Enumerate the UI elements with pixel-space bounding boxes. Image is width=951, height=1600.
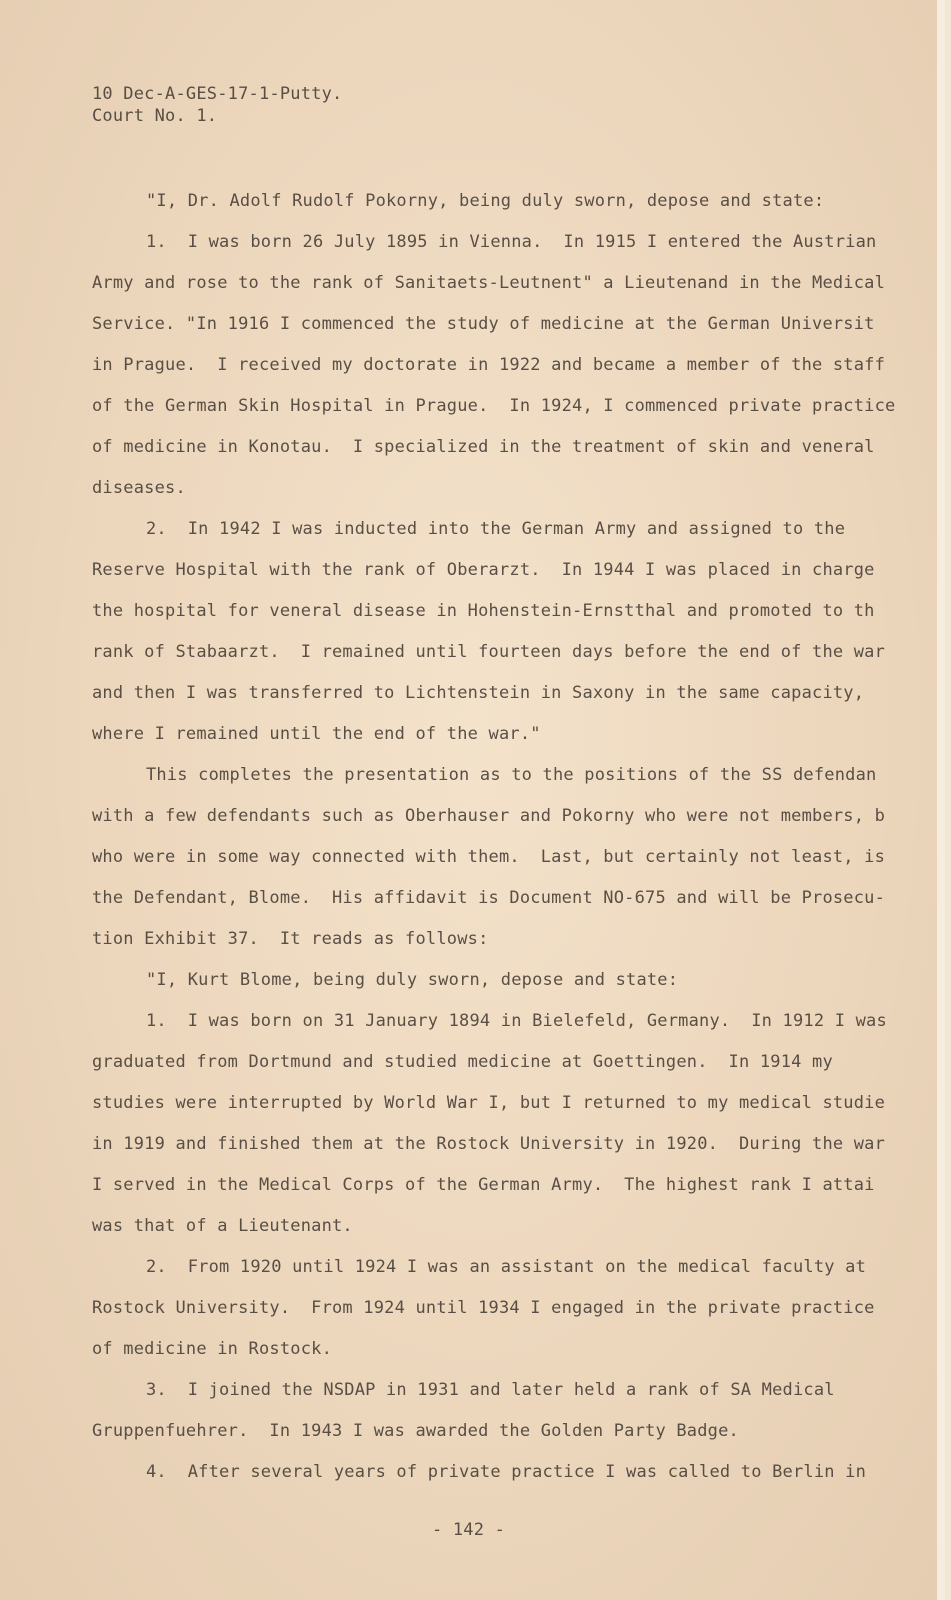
- text-line: of medicine in Rostock.: [92, 1339, 333, 1359]
- text-line: 3. I joined the NSDAP in 1931 and later held a rank of SA Medical: [146, 1380, 835, 1400]
- text-line: Rostock University. From 1924 until 1934 I engaged in the private practice: [92, 1298, 875, 1318]
- text-line: in 1919 and finished them at the Rostock University in 1920. During the war: [92, 1134, 886, 1154]
- text-line: tion Exhibit 37. It reads as follows:: [92, 929, 489, 949]
- page-number: - 142 -: [432, 1520, 506, 1540]
- text-line: "I, Dr. Adolf Rudolf Pokorny, being duly sworn, depose and state:: [146, 191, 825, 211]
- text-line: where I remained until the end of the war.": [92, 724, 541, 744]
- text-line: with a few defendants such as Oberhauser and Pokorny who were not members, b: [92, 806, 886, 826]
- text-line: rank of Stabaarzt. I remained until fourteen days before the end of the war: [92, 642, 886, 662]
- text-line: This completes the presentation as to the positions of the SS defendan: [146, 765, 877, 785]
- text-line: "I, Kurt Blome, being duly sworn, depose and state:: [146, 970, 679, 990]
- text-line: the Defendant, Blome. His affidavit is Document NO-675 and will be Prosecu-: [92, 888, 886, 908]
- text-line: the hospital for veneral disease in Hohenstein-Ernstthal and promoted to th: [92, 601, 875, 621]
- court-number: Court No. 1.: [92, 106, 218, 126]
- document-reference: 10 Dec-A-GES-17-1-Putty.: [92, 84, 343, 104]
- text-line: Service. "In 1916 I commenced the study of medicine at the German Universit: [92, 314, 875, 334]
- text-line: 4. After several years of private practice I was called to Berlin in: [146, 1462, 867, 1482]
- text-line: was that of a Lieutenant.: [92, 1216, 353, 1236]
- text-line: diseases.: [92, 478, 186, 498]
- text-line: studies were interrupted by World War I, but I returned to my medical studie: [92, 1093, 886, 1113]
- text-line: who were in some way connected with them. Last, but certainly not least, is: [92, 847, 886, 867]
- text-line: 2. In 1942 I was inducted into the German Army and assigned to the: [146, 519, 846, 539]
- text-line: of the German Skin Hospital in Prague. In 1924, I commenced private practice: [92, 396, 896, 416]
- text-line: Reserve Hospital with the rank of Oberarzt. In 1944 I was placed in charge: [92, 560, 875, 580]
- text-line: 2. From 1920 until 1924 I was an assistant on the medical faculty at: [146, 1257, 867, 1277]
- text-line: of medicine in Konotau. I specialized in the treatment of skin and veneral: [92, 437, 875, 457]
- text-line: and then I was transferred to Lichtenstein in Saxony in the same capacity,: [92, 683, 865, 703]
- page-edge: [937, 0, 945, 1600]
- text-line: Gruppenfuehrer. In 1943 I was awarded the Golden Party Badge.: [92, 1421, 739, 1441]
- text-line: 1. I was born 26 July 1895 in Vienna. In 1915 I entered the Austrian: [146, 232, 877, 252]
- text-line: 1. I was born on 31 January 1894 in Bielefeld, Germany. In 1912 I was: [146, 1011, 887, 1031]
- text-line: I served in the Medical Corps of the German Army. The highest rank I attai: [92, 1175, 875, 1195]
- text-line: graduated from Dortmund and studied medicine at Goettingen. In 1914 my: [92, 1052, 833, 1072]
- text-line: Army and rose to the rank of Sanitaets-Leutnent" a Lieutenand in the Medical: [92, 273, 886, 293]
- text-line: in Prague. I received my doctorate in 1922 and became a member of the staff: [92, 355, 886, 375]
